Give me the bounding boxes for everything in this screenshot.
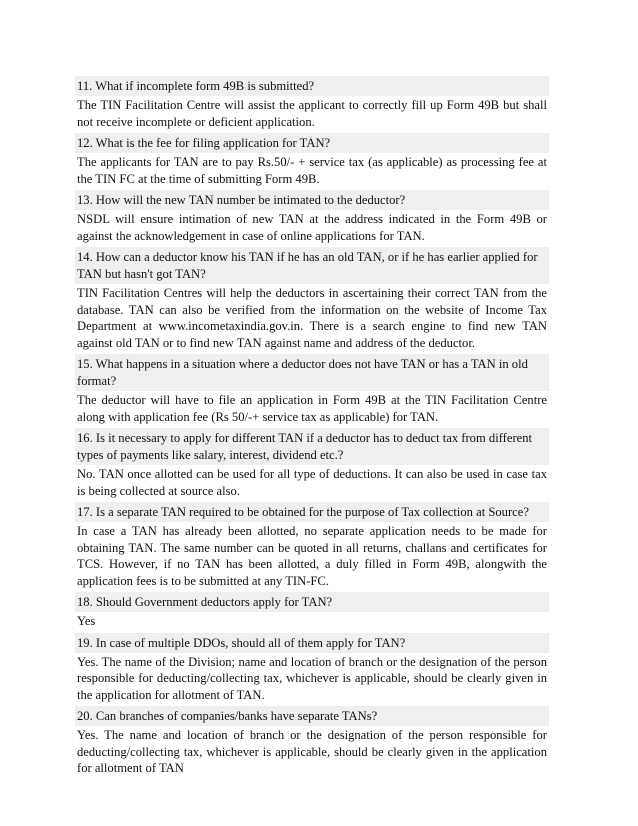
- faq-item-19: [75, 633, 549, 707]
- faq-question-16: 16. Is it necessary to apply for different TAN if a deductor has to deduct tax from different types of payments like salary, interest, dividend etc.?: [75, 428, 549, 465]
- faq-item-16: [75, 428, 549, 502]
- faq-answer-16: No. TAN once allotted can be used for all type of deductions. It can also be used in case tax is being collected at source also.: [77, 467, 547, 498]
- faq-question-15: 15. What happens in a situation where a deductor does not have TAN or has a TAN in old format?: [75, 354, 549, 391]
- faq-list: [75, 76, 549, 780]
- faq-item-14: [75, 247, 549, 354]
- faq-answer-17: In case a TAN has already been allotted, no separate application needs to be made for obtaining TAN. The same number can be quoted in all returns, challans and certificates for TCS. However, if no TAN has been allotted, a duly filled in Form 49B, alongwith the application fees is to be submitted at any TIN-FC.: [77, 524, 547, 588]
- faq-answer-12: The applicants for TAN are to pay Rs.50/- + service tax (as applicable) as processing fee at the TIN FC at the time of submitting Form 49B.: [77, 155, 547, 186]
- faq-item-12: [75, 133, 549, 190]
- faq-question-14: 14. How can a deductor know his TAN if he has an old TAN, or if he has earlier applied for TAN but hasn't got TAN?: [75, 247, 549, 284]
- faq-item-18: [75, 592, 549, 633]
- faq-question-13: 13. How will the new TAN number be intimated to the deductor?: [75, 190, 549, 210]
- faq-answer-11: The TIN Facilitation Centre will assist the applicant to correctly fill up Form 49B but shall not receive incomplete or deficient application.: [77, 98, 547, 129]
- faq-question-20: 20. Can branches of companies/banks have separate TANs?: [75, 706, 549, 726]
- faq-question-17: 17. Is a separate TAN required to be obtained for the purpose of Tax collection at Source?: [75, 502, 549, 522]
- faq-item-13: [75, 190, 549, 247]
- faq-question-11: 11. What if incomplete form 49B is submitted?: [75, 76, 549, 96]
- faq-item-15: [75, 354, 549, 428]
- faq-answer-18: Yes: [77, 614, 96, 628]
- faq-answer-19: Yes. The name of the Division; name and location of branch or the designation of the person responsible for deducting/collecting tax, whichever is applicable, should be clearly given in the application for allotment of TAN.: [77, 654, 547, 702]
- faq-item-20: [75, 706, 549, 780]
- faq-answer-14: TIN Facilitation Centres will help the deductors in ascertaining their correct TAN from the database. TAN can also be verified from the information on the website of Income Tax Department at www.incometaxindia.gov.in. There is a search engine to find new TAN against old TAN or to find new TAN against name and address of the deductor.: [77, 286, 547, 350]
- faq-question-12: 12. What is the fee for filing application for TAN?: [75, 133, 549, 153]
- faq-item-11: [75, 76, 549, 133]
- faq-answer-15: The deductor will have to file an application in Form 49B at the TIN Facilitation Centre along with application fee (Rs 50/-+ service tax as applicable) for TAN.: [77, 393, 547, 424]
- faq-item-17: [75, 502, 549, 592]
- faq-answer-13: NSDL will ensure intimation of new TAN at the address indicated in the Form 49B or against the acknowledgement in case of online applications for TAN.: [77, 212, 547, 243]
- faq-question-19: 19. In case of multiple DDOs, should all of them apply for TAN?: [75, 633, 549, 653]
- faq-question-18: 18. Should Government deductors apply for TAN?: [75, 592, 549, 612]
- faq-answer-20: Yes. The name and location of branch or the designation of the person responsible for deducting/collecting tax, whichever is applicable, should be clearly given in the application for allotment of TAN: [77, 728, 547, 775]
